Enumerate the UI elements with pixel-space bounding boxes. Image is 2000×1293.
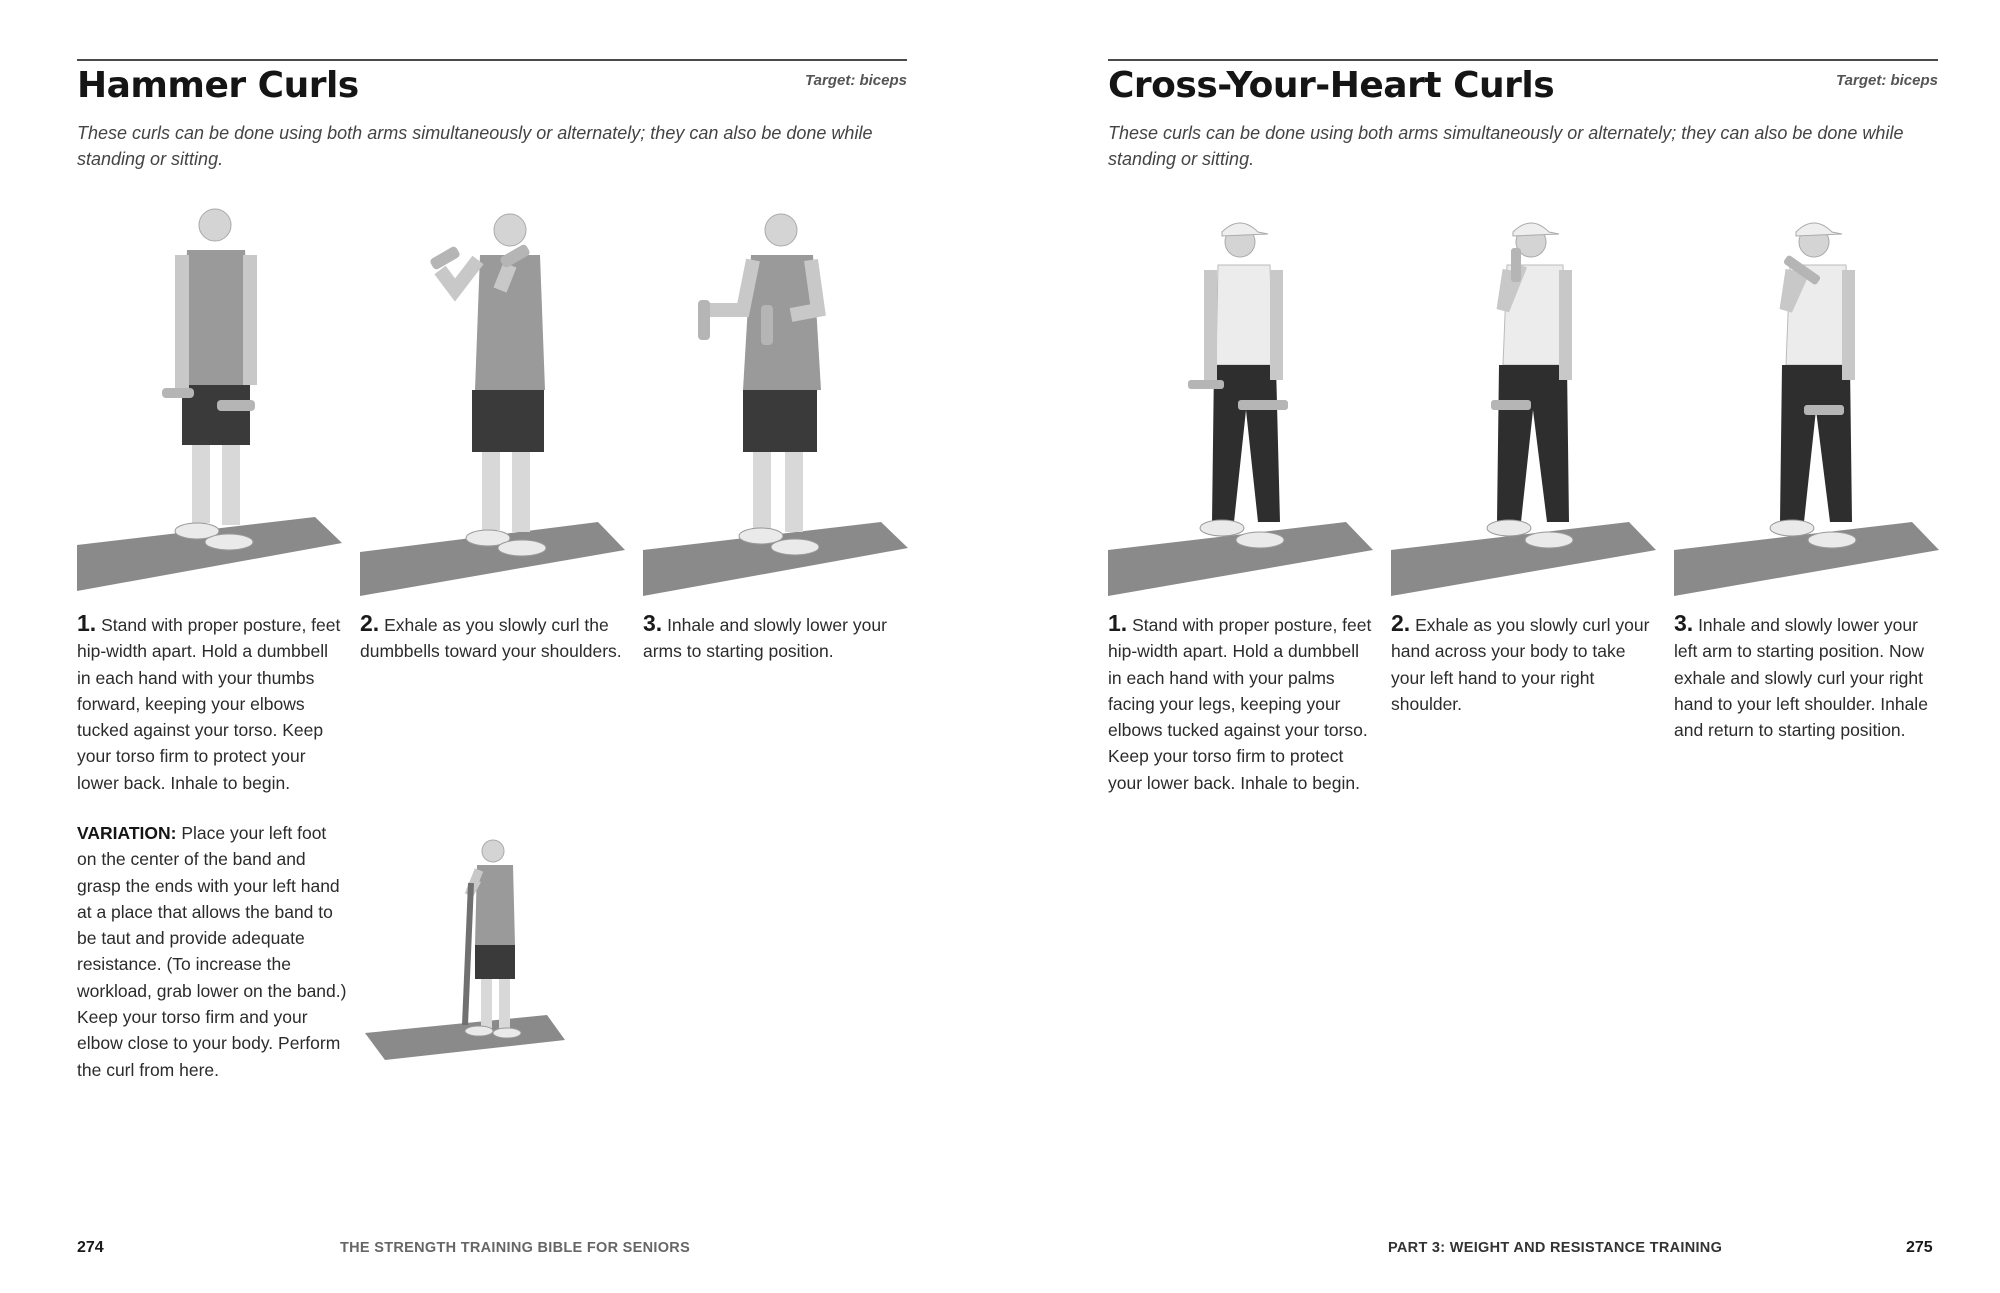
step-description: Inhale and slowly lower your arms to starting position. (643, 615, 887, 662)
step-number: 1. (77, 610, 97, 636)
shoe (205, 534, 253, 550)
step-2-photo (1391, 210, 1656, 600)
person-leg (482, 452, 500, 530)
person-pants (1780, 365, 1852, 522)
page-title: Hammer Curls (77, 65, 359, 106)
variation-photo (365, 835, 575, 1065)
dumbbell (761, 305, 773, 345)
title-rule (1108, 59, 1938, 61)
step-description: Exhale as you slowly curl the dumbbells toward your shoulders. (360, 615, 622, 662)
page-number: 275 (1906, 1239, 1933, 1256)
person-arm (175, 255, 189, 390)
step-description: Stand with proper posture, feet hip-width apart. Hold a dumbbell in each hand with your palms facing your legs, keeping your elbows tucked against your torso. Keep your torso firm to protect your lower back. Inhale to begin. (1108, 615, 1372, 793)
dumbbell (217, 400, 255, 411)
title-rule (77, 59, 907, 61)
page-title: Cross-Your-Heart Curls (1108, 65, 1555, 106)
person-leg (222, 445, 240, 525)
step-3-photo (1674, 210, 1939, 600)
dumbbell (1511, 248, 1521, 282)
shoe (1525, 532, 1573, 548)
person-arm (1842, 270, 1855, 380)
step-number: 1. (1108, 610, 1128, 636)
dumbbell (1238, 400, 1288, 410)
person-shirt (1216, 265, 1273, 365)
dumbbell (698, 300, 710, 340)
shoe (1487, 520, 1531, 536)
step-2-text (360, 610, 624, 665)
person-head (765, 214, 797, 246)
person-shorts (743, 390, 817, 452)
person-leg (785, 452, 803, 532)
running-head: THE STRENGTH TRAINING BIBLE FOR SENIORS (340, 1240, 691, 1256)
person-head (199, 209, 231, 241)
person-arm (708, 260, 753, 310)
person-leg (753, 452, 771, 530)
variation-label: VARIATION: (77, 823, 177, 843)
target-label: Target: biceps (805, 72, 907, 89)
step-2-text (1391, 610, 1655, 717)
dumbbell (1804, 405, 1844, 415)
step-1-text (77, 610, 341, 796)
person-shorts (472, 390, 544, 452)
step-2-photo (360, 200, 625, 600)
person-arm (1559, 270, 1572, 380)
step-1-photo (1108, 210, 1373, 600)
variation-text (77, 820, 347, 1083)
shoe (1200, 520, 1244, 536)
person-leg (499, 979, 510, 1029)
step-3-text (1674, 610, 1938, 743)
shoe (465, 1026, 493, 1036)
step-1-text (1108, 610, 1372, 796)
step-number: 3. (643, 610, 663, 636)
step-description: Inhale and slowly lower your left arm to starting position. Now exhale and slowly curl your right hand to your left shoulder. Inhale and return to starting position. (1674, 615, 1928, 741)
resistance-band (465, 883, 471, 1025)
person-arm (1204, 270, 1217, 385)
person-head (494, 214, 526, 246)
shoe (1236, 532, 1284, 548)
cap-icon (1796, 223, 1842, 236)
person-head (482, 840, 504, 862)
shoe (493, 1028, 521, 1038)
dumbbell (1188, 380, 1224, 389)
variation-description: Place your left foot on the center of the band and grasp the ends with your left hand at a place that allows the band to be taut and provide adequate resistance. (To increase the workload, grab lower on the band.) Keep your torso firm and your elbow close to your body. Perform the curl from here. (77, 823, 347, 1080)
cap-icon (1222, 223, 1268, 236)
step-3-text (643, 610, 907, 665)
person-leg (192, 445, 210, 523)
step-3-photo (643, 200, 908, 600)
target-label: Target: biceps (1836, 72, 1938, 89)
right-page (1000, 0, 2000, 1293)
page-number: 274 (77, 1239, 104, 1256)
person-shorts (475, 945, 515, 979)
shoe (771, 539, 819, 555)
cap-icon (1513, 223, 1559, 236)
step-description: Stand with proper posture, feet hip-width apart. Hold a dumbbell in each hand with your thumbs forward, keeping your elbows tucked against your torso. Keep your torso firm to protect your lower back. Inhale to begin. (77, 615, 341, 793)
dumbbell (1491, 400, 1531, 410)
person-arm (500, 265, 510, 290)
person-pants (1497, 365, 1569, 522)
shoe (498, 540, 546, 556)
person-arm (1270, 270, 1283, 380)
shoe (1808, 532, 1856, 548)
dumbbell (162, 388, 194, 398)
intro-text: These curls can be done using both arms simultaneously or alternately; they can also be done while standing or sitting. (77, 123, 873, 169)
step-number: 2. (1391, 610, 1411, 636)
running-head: PART 3: WEIGHT AND RESISTANCE TRAINING (1388, 1240, 1723, 1256)
intro-text: These curls can be done using both arms simultaneously or alternately; they can also be done while standing or sitting. (1108, 123, 1904, 169)
person-arm (243, 255, 257, 385)
shoe (1770, 520, 1814, 536)
step-description: Exhale as you slowly curl your hand across your body to take your left hand to your right shoulder. (1391, 615, 1650, 714)
person-shirt (182, 250, 252, 385)
step-1-photo (77, 195, 342, 595)
step-number: 2. (360, 610, 380, 636)
step-number: 3. (1674, 610, 1694, 636)
person-leg (512, 452, 530, 532)
person-leg (481, 979, 492, 1029)
exercise-mat (1108, 522, 1373, 596)
